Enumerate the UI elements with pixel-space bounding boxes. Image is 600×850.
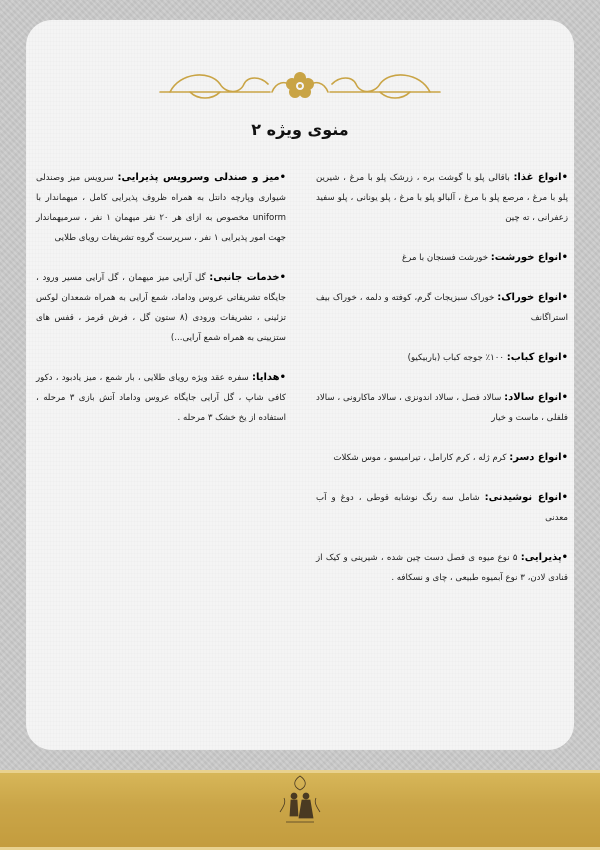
menu-item-reception: [316, 548, 568, 588]
item-text: سفره عقد ویژه رویای طلایی ، بار شمع ، میز یادبود ، دکور کافی شاپ ، گل آرایی جایگاه عروس وداماد آتش بازی ۳ مرحله ، استفاده از یخ خشک ۳ مرحله .: [36, 373, 286, 423]
menu-item-salad: [316, 388, 568, 428]
item-text: خوراک سبزیجات گرم، کوفته و دلمه ، خوراک بیف استراگانف: [316, 293, 568, 323]
service-item-furniture: [36, 168, 286, 248]
item-text: خورشت فسنجان با مرغ: [401, 253, 491, 263]
item-text: سرویس میز وصندلی شیواری وپارچه دانتل به همراه ظروف پذیرایی کامل ، میهماندار با uniform مخصوص به ازای هر ۲۰ نفر میهمان ۱ نفر ، سرمیهماندار جهت امور پذیرایی ۱ نفر ، سرپرست گروه تشریفات رویای طلایی: [36, 173, 287, 243]
item-label: •انواع غذا:: [513, 172, 568, 183]
menu-item-dishes: [316, 288, 568, 328]
couple-logo-icon: [270, 772, 330, 832]
item-label: •هدایا:: [251, 372, 286, 383]
item-text: ۵ نوع میوه ی فصل دست چین شده ، شیرینی و کیک از قنادی لادن، ۳ نوع آبمیوه طبیعی ، چای و نسکافه .: [316, 553, 568, 583]
item-label: •میز و صندلی وسرویس پذیرایی:: [117, 172, 286, 183]
menu-item-drinks: [316, 488, 568, 528]
right-column: [316, 168, 568, 588]
item-label: •انواع نوشیدنی:: [484, 492, 569, 503]
item-text: ۱۰۰٪ جوجه کباب (باربیکیو): [407, 353, 507, 363]
item-label: •انواع سالاد:: [504, 392, 569, 403]
service-item-extras: [36, 268, 286, 348]
menu-item-dessert: [316, 448, 568, 468]
item-label: •انواع کباب:: [506, 352, 568, 363]
item-label: •انواع خوراک:: [497, 292, 568, 303]
item-label: •انواع خورشت:: [490, 252, 568, 263]
menu-item-food: [316, 168, 568, 228]
left-column: [36, 168, 286, 428]
menu-item-stew: [316, 248, 568, 268]
item-label: •پذیرایی:: [520, 552, 568, 563]
service-item-gifts: [36, 368, 286, 428]
item-text: کرم ژله ، کرم کارامل ، تیرامیسو ، موس شکلات: [333, 453, 510, 463]
item-text: گل آرایی میز میهمان ، گل آرایی مسیر ورود ، جایگاه تشریفاتی عروس وداماد، شمع آرایی به همراه شمعدان لوکس تزئینی ، تشریفات ورودی (۸ ستون گل ، فرش قرمز ، قفس های ستزیینی به همراه شمع آرایی...): [36, 273, 286, 343]
item-text: سالاد فصل ، سالاد اندونزی ، سالاد ماکارونی ، سالاد فلفلی ، ماست و خیار: [316, 393, 568, 423]
item-label: •انواع دسر:: [509, 452, 568, 463]
item-text: باقالی پلو با گوشت بره ، زرشک پلو با مرغ ، شیرین پلو با مرغ ، مرصع پلو با مرغ ، آلبالو پلو با مرغ ، پلو یونانی ، پلو سفید زعفرانی ، ته چین: [316, 173, 568, 223]
item-text: شامل سه رنگ نوشابه قوطی ، دوغ و آب معدنی: [316, 493, 568, 523]
page-title: منوی ویژه ۲: [251, 120, 349, 139]
item-label: •خدمات جانبی:: [209, 272, 286, 283]
menu-item-kebab: [316, 348, 568, 368]
floral-ornament-icon: [150, 62, 450, 106]
